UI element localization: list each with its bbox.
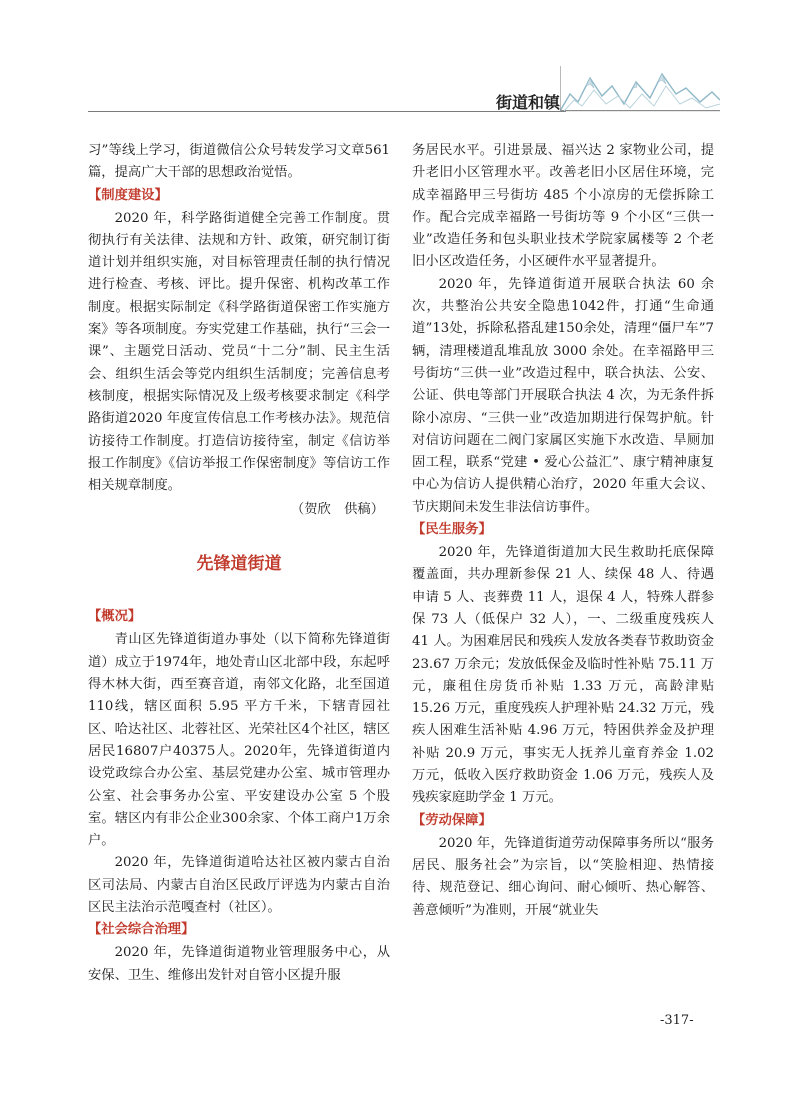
subheading-shehui: 【社会综合治理】 (88, 922, 195, 938)
paragraph: 2020 年，先锋道街道劳动保障事务所以“服务居民、服务社会”为宗旨，以“笑脸相迎、热情接待、规范登记、细心询问、耐心倾听、热心解答、善意倾听”为准则，开展“就业失 (412, 835, 714, 918)
author-credit: （贺欣 供稿） (290, 502, 384, 518)
paragraph: 2020 年，科学路街道健全完善工作制度。贯彻执行有关法律、法规和方针、政策，研究制订街道计划并组织实施，对目标管理责任制的执行情况进行检查、考核、评比。提升保密、机构改革工作制度。根据实际制定《科学路街道保密工作实施方案》等各项制度。夯实党建工作基础，执行“三会一课”、主题党日活动、党员“十二分”制、民主生活会、组织生活会等党内组织生活制度；完善信息考核制度，根据实际情况及上级考核要求制定《科学路街道2020 年度宣传信息工作考核办法》。规范信访接待工作制度。打造信访接待室，制定《信访举报工作制度》《信访举报工作保密制度》等信访工作相关规章制度。 (88, 210, 390, 494)
subheading-zhidu: 【制度建设】 (88, 187, 168, 203)
mountain-decoration (560, 64, 720, 124)
paragraph: 青山区先锋道街道办事处（以下简称先锋道街道）成立于1974年，地处青山区北部中段，东起呼得木林大街，西至赛音道，南邻文化路，北至国道110线，辖区面积 5.95 平方千米，下辖青园社区、哈达社区、北蓉社区、光荣社区4个社区，辖区居民16807户40375人。2020年，先锋道街道内设党政综合办公室、基层党建办公室、城市管理办公室、社会事务办公室、平安建设办公室 5 个股室。辖区内有非公企业300余家、个体工商户1万余户。 (88, 632, 390, 849)
subheading-minsheng: 【民生服务】 (412, 522, 492, 538)
right-column (412, 140, 714, 922)
subheading-laodong: 【劳动保障】 (412, 812, 492, 828)
paragraph: 2020 年，先锋道街道物业管理服务中心，从安保、卫生、维修出发针对自管小区提升服 (88, 945, 390, 983)
article-title: 先锋道街道 (196, 554, 282, 575)
paragraph: 习”等线上学习，街道微信公众号转发学习文章561篇，提高广大干部的思想政治觉悟。 (88, 143, 390, 181)
left-column (88, 140, 390, 987)
paragraph: 2020 年，先锋道街道加大民生救助托底保障覆盖面，共办理新参保 21 人、续保 48 人、待遇申请 5 人、丧葬费 11 人，退保 4 人，特殊人群参保 73 人（低保户 32 人），一、二级重度残疾人 41 人。为困难居民和残疾人发放各类春节救助资金 23.67 万余元；发放低保金及临时性补贴 75.11 万元，廉租住房货币补贴 1.33 万元，高龄津贴 15.26 万元，重度残疾人护理补贴 24.32 万元，残疾人困难生活补贴 4.96 万元，特困供养金及护理补贴 20.9 万元，事实无人抚养儿童育养金 1.02 万元，低收入医疗救助资金 1.06 万元，残疾人及残疾家庭助学金 1 万元。 (412, 545, 714, 806)
section-name: 街道和镇 (495, 93, 560, 112)
page-number: -317- (660, 1013, 694, 1028)
paragraph: 务居民水平。引进景晟、福兴达 2 家物业公司，提升老旧小区管理水平。改善老旧小区居住环境，完成幸福路甲三号街坊 485 个小凉房的无偿拆除工作。配合完成幸福路一号街坊等 9 个小区“三供一业”改造任务和包头职业技术学院家属楼等 2 个老旧小区改造任务，小区硬件水平显著提升。 (412, 143, 714, 270)
paragraph: 2020 年，先锋道街道开展联合执法 60 余次，共整治公共安全隐患1042件，打通“生命通道”13处，拆除私搭乱建150余处，清理“僵尸车”7 辆，清理楼道乱堆乱放 3000 余处。在幸福路甲三号街坊“三供一业”改造过程中，联合执法、公安、公证、供电等部门开展联合执法 4 次，为无条件拆除小凉房、“三供一业”改造加期进行保驾护航。针对信访问题在二阀门家属区实施下水改造、旱厕加固工程，联系“党建 • 爱心公益汇”、康宁精神康复中心为信访人提供精心治疗，2020 年重大会议、节庆期间未发生非法信访事件。 (412, 276, 714, 515)
paragraph: 2020 年，先锋道街道哈达社区被内蒙古自治区司法局、内蒙古自治区民政厅评选为内蒙古自治区民主法治示范嘎查村（社区）。 (88, 855, 390, 916)
page-header (0, 0, 804, 120)
subheading-gaikuang: 【概况】 (88, 609, 142, 625)
